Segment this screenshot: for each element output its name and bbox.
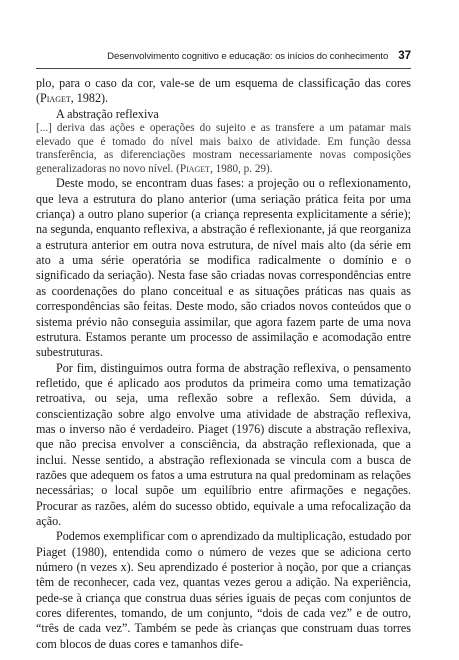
paragraph-continuation	[36, 76, 411, 107]
paragraph-multiplication-example: Podemos exemplificar com o aprendizado da multiplicação, estudado por Piaget (1980), entendida como o número de vezes que se adiciona certo número (n vezes x). Seu aprendizado é posterior à noção, por que a crianças têm de reconhecer, cada vez, quantas vezes gerou a adição. Na experiência, pede-se à criança que construa duas séries iguais de peças com conjuntos de cores diferentes, tomando, de um conjunto, “dois de cada vez” e de outro, “três de cada vez”. Também se pede às crianças que construam duas torres com blocos de duas cores e tamanhos dife-	[36, 529, 411, 651]
block-quote	[36, 122, 411, 176]
page-number: 37	[398, 50, 411, 62]
block-quote-citation-author: Piaget	[179, 162, 211, 175]
running-header-title: Desenvolvimento cognitivo e educação: os inícios do conhecimento	[107, 51, 389, 62]
paragraph-reflected-thought: Por fim, distinguimos outra forma de abstração reflexiva, o pensamento refletido, que é aplicado aos produtos da primeira como uma tematização retroativa, ou seja, uma reflexão sobre a reflexão. Sem dúvida, a conscientização sobre algo envolve uma atividade de abstração reflexiva, mas o inverso não é verdadeiro. Piaget (1976) discute a abstração reflexiva, que não precisa envolver a consciência, da abstração reflexionada, que a inclui. Nesse sentido, a abstração reflexionada se vincula com a busca de razões que adequem os fatos a uma estrutura na qual predominam as relações necessárias; o local supõe um equilíbrio entre afirmações e negações. Procurar as razões, além do sucesso obtido, equivale a uma refocalização da ação.	[36, 360, 411, 528]
header-rule	[36, 68, 411, 69]
citation-end: , 1982).	[70, 91, 109, 106]
citation-author: Piaget	[40, 91, 71, 106]
paragraph-continuation-text: plo, para o caso da cor, vale-se de um esquema de classificação das cores (	[36, 76, 411, 106]
page-body	[36, 76, 411, 652]
paragraph-quote-intro: A abstração reflexiva	[56, 106, 159, 121]
block-quote-text: [...] deriva das ações e operações do sujeito e as transfere a um patamar mais elevado que é tomado do nível mais baixo de atividade. Em função dessa transferência, as diferenciações mostram necessariamente novas composições generalizadoras no novo nível. (	[36, 122, 411, 175]
paragraph-two-phases: Deste modo, se encontram duas fases: a projeção ou o reflexionamento, que leva a estrutura do plano anterior (uma seriação prática feita por uma criança) a outro plano superior (a criança representa explicitamente a série); na segunda, enquanto reflexiva, a abstração é reflexionante, já que reorganiza a estrutura anterior em outra nova estrutura, de nível mais alto (da série em ato a uma série operatória se modifica radicalmente o domínio e o significado da seriação). Nesta fase são criadas novas correspondências entre as coordenações do plano conceitual e as situações práticas nas quais as correspondências são feitas. Deste modo, são criados novos conteúdos que o sistema prévio não conseguia assimilar, que agora fazem parte de uma nova estrutura. Estamos perante um processo de assimilação e acomodação entre subestruturas.	[36, 176, 411, 360]
block-quote-citation-end: , 1980, p. 29).	[210, 162, 273, 175]
running-header	[36, 50, 411, 66]
